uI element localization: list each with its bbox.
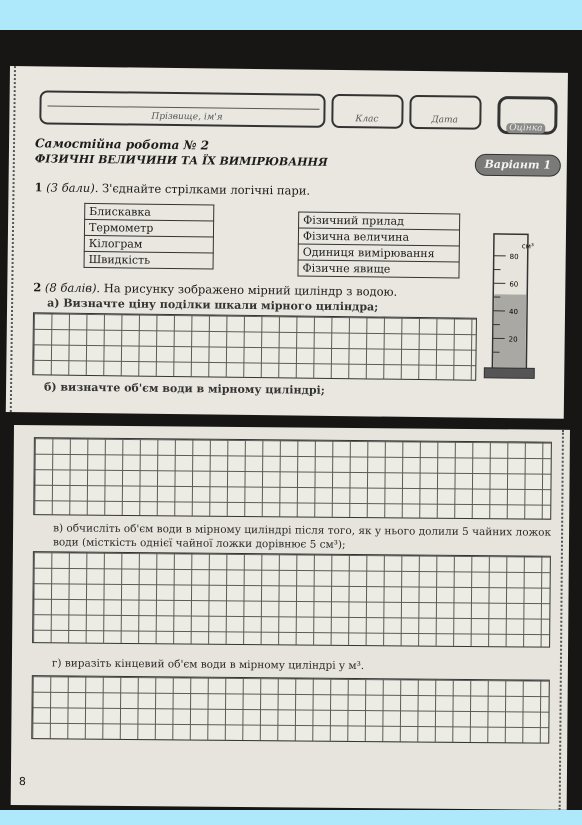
answer-grid-c[interactable]: [32, 551, 551, 648]
answer-grid-a[interactable]: [32, 312, 477, 380]
task2-text: На рисунку зображено мірний циліндр з водою.: [103, 281, 398, 299]
worksheet-upper: [6, 66, 568, 419]
task1-text: З'єднайте стрілками логічні пари.: [101, 181, 311, 198]
left-item[interactable]: Кілограм: [84, 235, 213, 253]
right-item[interactable]: Фізичний прилад: [299, 212, 460, 230]
measuring-cylinder-figure: [482, 228, 554, 389]
cylinder-tick-label: 20: [508, 335, 518, 344]
work-subtitle: ФІЗИЧНІ ВЕЛИЧИНИ ТА ЇХ ВИМІРЮВАННЯ: [34, 152, 328, 169]
right-item[interactable]: Одиниця вимірювання: [298, 244, 459, 262]
cylinder-tick-label: 80: [509, 252, 519, 262]
task2b-text: б) визначте об'єм води в мірному циліндрі;: [44, 380, 325, 397]
grade-box[interactable]: [497, 96, 557, 135]
name-box[interactable]: [39, 90, 325, 127]
cylinder-base: [484, 368, 534, 379]
task2c-text: в) обчисліть об'єм води в мірному циліндрі після того, як у нього долили 5 чайних ложок води (місткість однієї чайної ложки дорівнює 5 см³);: [52, 522, 552, 551]
name-label: Прізвище, ім'я: [151, 111, 223, 123]
left-item[interactable]: Швидкість: [84, 251, 213, 269]
cylinder-tick-label: 40: [508, 308, 519, 317]
cut-line: [10, 66, 18, 412]
task1-right-column: [297, 212, 460, 279]
task2a-text: а) Визначте ціну поділки шкали мірного циліндра;: [47, 296, 379, 314]
task1-left-column: [84, 203, 215, 270]
left-item[interactable]: Блискавка: [85, 203, 214, 221]
right-item[interactable]: Фізична величина: [298, 228, 459, 246]
left-item[interactable]: Термометр: [84, 219, 213, 237]
grade-label: Оцінка: [506, 123, 545, 133]
worksheet-lower: [11, 425, 570, 810]
class-label: Клас: [355, 114, 379, 125]
date-label: Дата: [431, 115, 459, 126]
task1-heading: [34, 180, 310, 197]
cylinder-water: [493, 294, 526, 368]
work-title: Самостійна робота № 2: [34, 136, 210, 153]
task2-points: (8 балів).: [44, 280, 101, 296]
task1-points: (3 бали).: [46, 180, 99, 196]
answer-grid-b[interactable]: [33, 437, 552, 520]
right-item[interactable]: Фізичне явище: [298, 260, 459, 278]
answer-grid-d[interactable]: [31, 675, 550, 744]
class-box[interactable]: [331, 94, 403, 129]
task2d-text: г) виразіть кінцевий об'єм води в мірному циліндрі у м³.: [51, 657, 365, 673]
cylinder-unit: см³: [521, 242, 534, 251]
page-number: 8: [18, 775, 26, 789]
task1-number: 1: [34, 180, 43, 195]
cylinder-tick-label: 60: [509, 280, 519, 289]
variant-badge: Варіант 1: [475, 154, 561, 177]
task2-number: 2: [33, 280, 42, 295]
cut-line-right: [559, 430, 566, 810]
date-box[interactable]: [409, 95, 481, 130]
